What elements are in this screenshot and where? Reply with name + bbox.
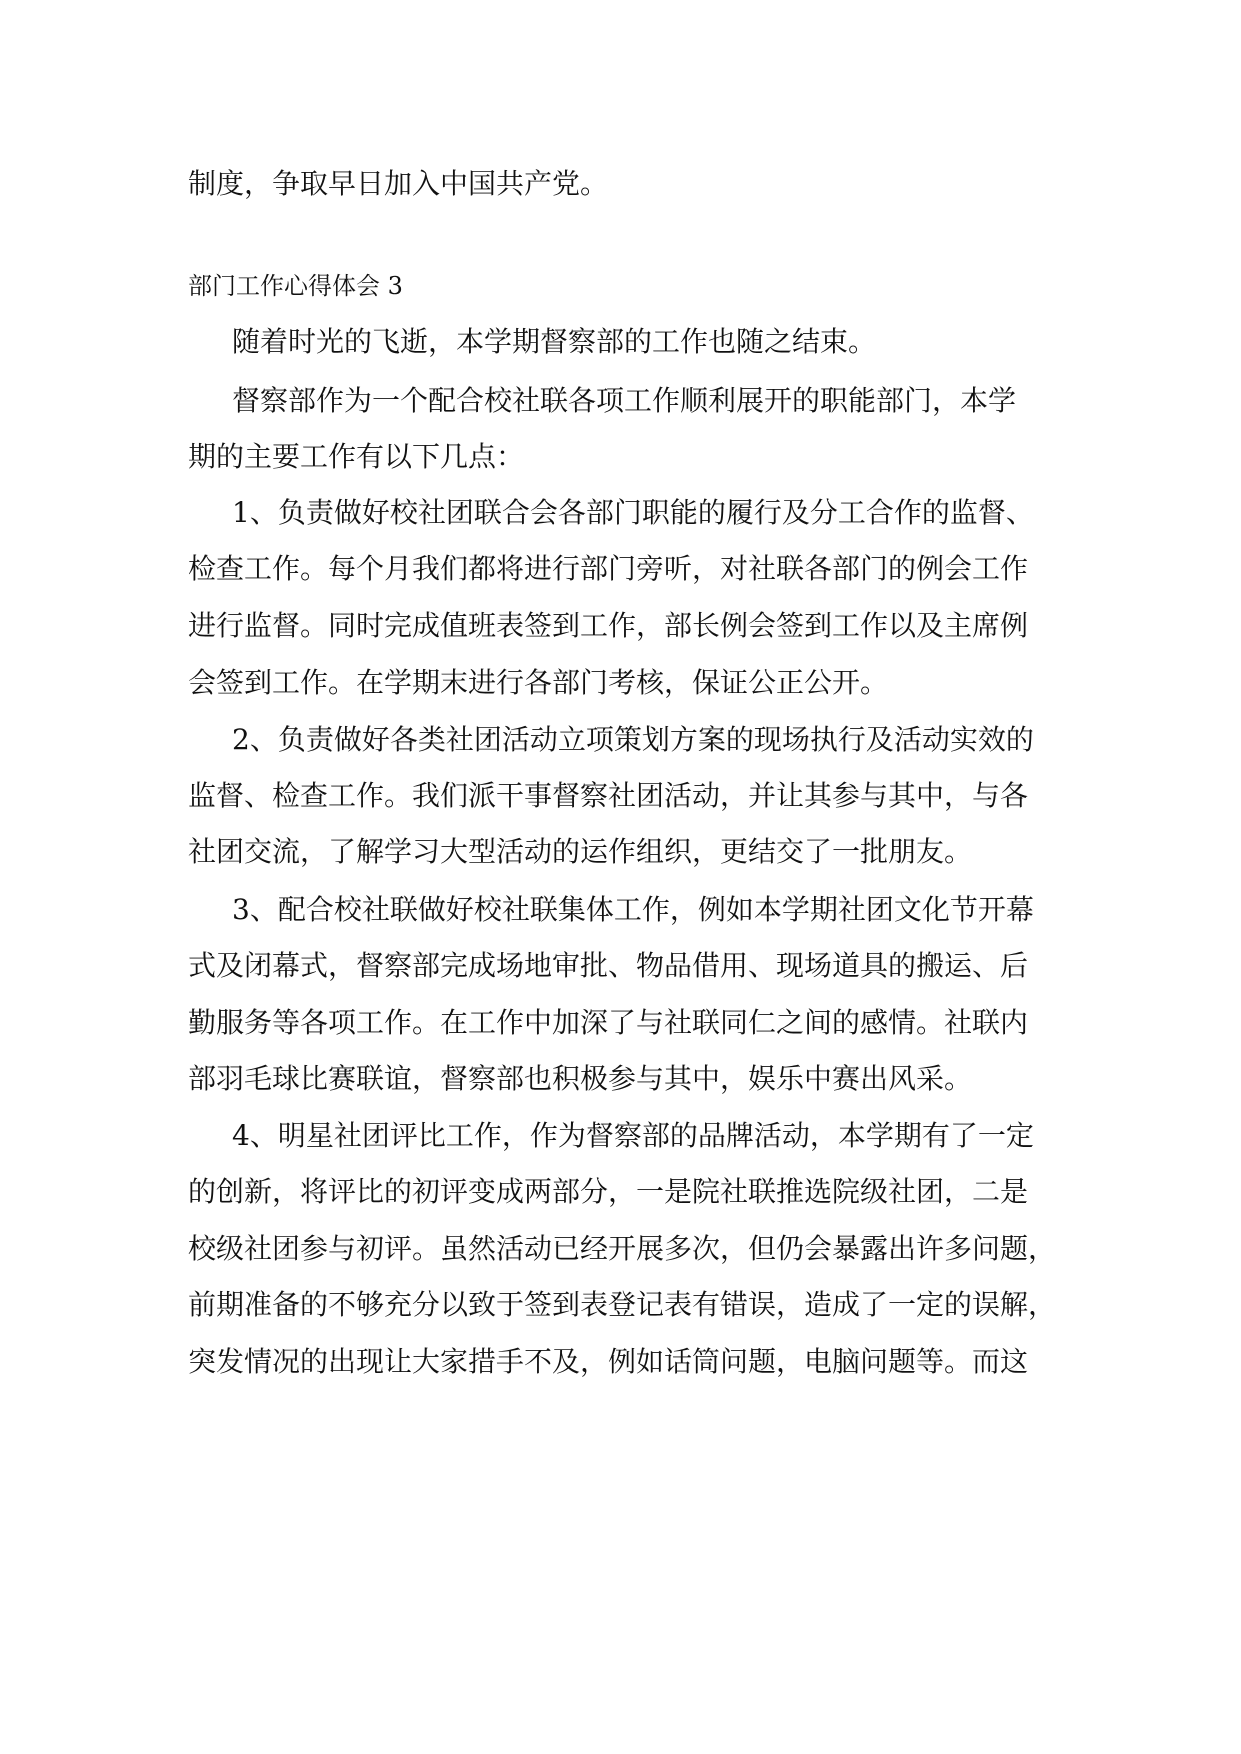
paragraph-line: 突发情况的出现让大家措手不及，例如话筒问题，电脑问题等。而这 — [188, 1345, 1029, 1378]
paragraph-line: 的创新，将评比的初评变成两部分，一是院社联推选院级社团，二是 — [188, 1175, 1029, 1208]
paragraph-line: 3、配合校社联做好校社联集体工作，例如本学期社团文化节开幕 — [232, 893, 1034, 926]
paragraph-line: 进行监督。同时完成值班表签到工作，部长例会签到工作以及主席例 — [188, 609, 1029, 642]
paragraph-line: 校级社团参与初评。虽然活动已经开展多次，但仍会暴露出许多问题， — [188, 1232, 1057, 1265]
paragraph-line: 检查工作。每个月我们都将进行部门旁听，对社联各部门的例会工作 — [188, 552, 1029, 585]
paragraph-line: 制度，争取早日加入中国共产党。 — [188, 167, 609, 200]
paragraph-line: 期的主要工作有以下几点： — [188, 440, 525, 473]
paragraph-line: 前期准备的不够充分以致于签到表登记表有错误，造成了一定的误解， — [188, 1288, 1057, 1321]
paragraph-line: 督察部作为一个配合校社联各项工作顺利展开的职能部门，本学 — [232, 384, 1017, 417]
paragraph-line: 部羽毛球比赛联谊，督察部也积极参与其中，娱乐中赛出风采。 — [188, 1062, 973, 1095]
paragraph-line: 式及闭幕式，督察部完成场地审批、物品借用、现场道具的搬运、后 — [188, 949, 1029, 982]
paragraph-line: 4、明星社团评比工作，作为督察部的品牌活动，本学期有了一定 — [232, 1119, 1034, 1152]
paragraph-line: 随着时光的飞逝，本学期督察部的工作也随之结束。 — [232, 325, 877, 358]
paragraph-line: 监督、检查工作。我们派干事督察社团活动，并让其参与其中，与各 — [188, 779, 1029, 812]
paragraph-line: 社团交流，了解学习大型活动的运作组织，更结交了一批朋友。 — [188, 835, 973, 868]
section-heading: 部门工作心得体会 3 — [188, 272, 403, 300]
paragraph-line: 1、负责做好校社团联合会各部门职能的履行及分工合作的监督、 — [232, 496, 1034, 529]
paragraph-line: 勤服务等各项工作。在工作中加深了与社联同仁之间的感情。社联内 — [188, 1006, 1029, 1039]
paragraph-line: 会签到工作。在学期末进行各部门考核，保证公正公开。 — [188, 666, 889, 699]
paragraph-line: 2、负责做好各类社团活动立项策划方案的现场执行及活动实效的 — [232, 723, 1034, 756]
